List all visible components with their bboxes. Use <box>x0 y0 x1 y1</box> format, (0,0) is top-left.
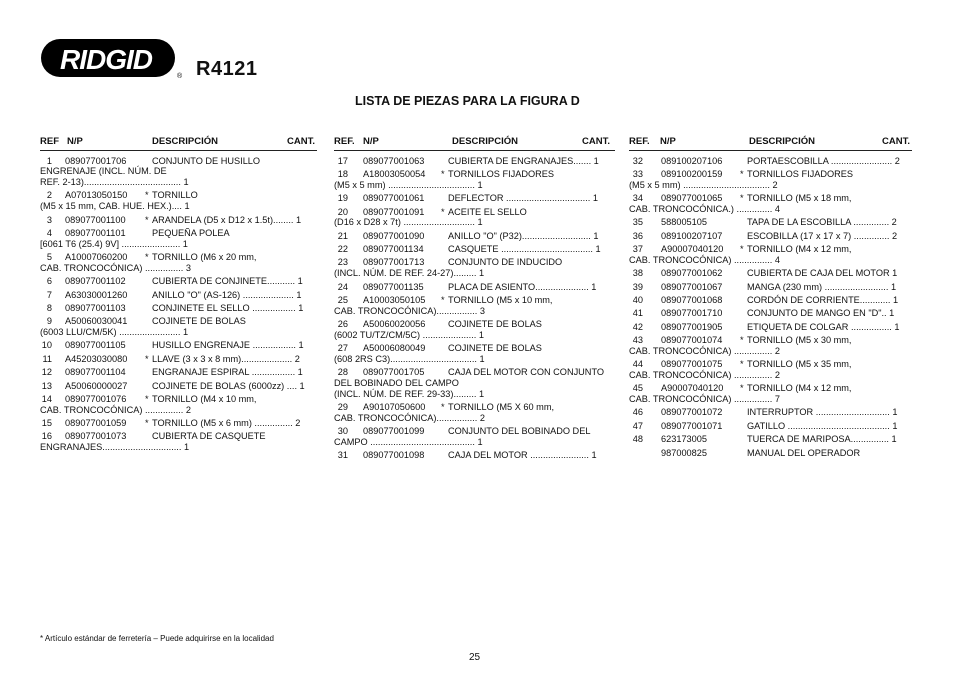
part-description: COJINETE DE BOLAS (6003 LLU/CM/5K) ........................ 1 <box>40 316 246 338</box>
part-row <box>334 319 615 340</box>
part-row <box>334 295 615 316</box>
part-number: 089077001071 <box>661 420 723 431</box>
part-number: 089077001073 <box>65 431 127 442</box>
part-number: A50006080049 <box>363 343 426 354</box>
hardware-marker: * <box>740 335 744 346</box>
part-number: 089077001090 <box>363 230 425 241</box>
part-number: 089077001074 <box>661 335 723 346</box>
header-quantity: CANT. <box>287 136 315 147</box>
header-np: N/P <box>660 136 676 147</box>
part-row <box>40 303 317 314</box>
part-ref: 38 <box>632 268 643 279</box>
part-row <box>629 231 912 242</box>
part-number: A90007040120 <box>661 383 724 394</box>
part-description: TAPA DE LA ESCOBILLA .............. 2 <box>747 217 897 228</box>
column-header <box>629 136 912 151</box>
parts-list <box>629 151 912 458</box>
part-row <box>40 276 317 287</box>
part-ref: 4 <box>46 227 52 238</box>
part-ref: 29 <box>337 402 348 412</box>
part-row <box>40 252 317 273</box>
part-ref: 7 <box>46 289 52 300</box>
part-description: TORNILLO (M4 x 12 mm, CAB. TRONCOCÓNICA) ............... 7 <box>629 383 852 404</box>
part-ref: 20 <box>337 206 348 217</box>
part-ref: 28 <box>337 367 348 378</box>
part-description: TORNILLO (M4 x 12 mm, CAB. TRONCOCÓNICA) ............... 4 <box>629 244 852 265</box>
part-description: ARANDELA (D5 x D12 x 1.5t)........ 1 <box>152 214 302 225</box>
part-row <box>629 434 912 445</box>
column-header <box>334 136 615 151</box>
header-ref: REF. <box>334 136 355 147</box>
part-description: ACEITE EL SELLO (D16 x D28 x 7t) ............................ 1 <box>334 206 527 228</box>
part-ref: 27 <box>337 343 348 354</box>
part-number: A50060000027 <box>65 380 128 391</box>
hardware-marker: * <box>740 193 744 204</box>
part-row <box>629 282 912 293</box>
part-description: LLAVE (3 x 3 x 8 mm).................... 2 <box>152 353 300 364</box>
part-ref: 47 <box>632 420 643 431</box>
part-number: 089077001713 <box>363 257 425 268</box>
part-ref: 1 <box>46 155 52 166</box>
hardware-marker: * <box>740 169 744 180</box>
part-row <box>40 316 317 337</box>
part-row <box>629 193 912 214</box>
part-number: 089077001100 <box>65 214 126 225</box>
part-row <box>334 282 615 293</box>
part-ref: 41 <box>632 308 643 319</box>
part-description: CUBIERTA DE CASQUETE ENGRANAJES............................... 1 <box>40 431 266 453</box>
part-ref: 18 <box>337 169 348 180</box>
part-description: DEFLECTOR ................................. 1 <box>448 193 598 204</box>
part-description: ANILLO "O" (AS-126) .................... 1 <box>152 289 302 300</box>
part-row <box>40 290 317 301</box>
part-ref: 24 <box>337 281 348 292</box>
part-ref: 34 <box>632 193 643 204</box>
hardware-marker: * <box>441 402 445 412</box>
part-row <box>334 193 615 204</box>
part-number: 089077001063 <box>363 155 425 166</box>
part-number: 089077001062 <box>661 268 723 279</box>
part-number: 089077001098 <box>363 450 425 461</box>
part-number: 089077001103 <box>65 302 126 313</box>
part-number: 089100207107 <box>661 230 723 241</box>
hardware-marker: * <box>740 383 744 394</box>
part-row <box>40 394 317 415</box>
part-description: TORNILLO (M6 x 20 mm, CAB. TRONCOCÓNICA) ............... 3 <box>40 252 257 273</box>
part-number: 089077001104 <box>65 367 126 378</box>
part-ref: 6 <box>46 276 52 287</box>
part-row <box>40 228 317 249</box>
header-np: N/P <box>67 136 83 147</box>
part-ref: 16 <box>41 431 52 442</box>
hardware-marker: * <box>145 252 149 263</box>
part-ref: 23 <box>337 257 348 268</box>
part-row <box>334 426 615 447</box>
part-row <box>629 383 912 404</box>
part-ref: 10 <box>41 340 52 351</box>
svg-text:RIDGID: RIDGID <box>60 44 152 75</box>
part-description: TORNILLO (M5 x 6 mm) ............... 2 <box>152 418 301 429</box>
hardware-marker: * <box>441 294 445 305</box>
part-row <box>629 335 912 356</box>
part-description: CONJUNTO DEL BOBINADO DEL CAMPO ......................................... 1 <box>334 426 591 447</box>
part-ref: 40 <box>632 294 643 305</box>
part-number: 987000825 <box>661 447 707 458</box>
part-ref: 46 <box>632 407 643 418</box>
hardware-marker: * <box>145 190 149 201</box>
part-ref: 21 <box>337 230 348 241</box>
part-row <box>334 244 615 255</box>
part-number: 089077001076 <box>65 393 127 404</box>
part-number: A45203030080 <box>65 353 128 364</box>
part-row <box>40 156 317 188</box>
hardware-marker: * <box>145 353 149 364</box>
part-description: ETIQUETA DE COLGAR ................ 1 <box>747 321 900 332</box>
part-description: TORNILLO (M5 x 35 mm, CAB. TRONCOCÓNICA) ............... 2 <box>629 359 852 380</box>
part-description: CUBIERTA DE ENGRANAJES....... 1 <box>448 155 599 166</box>
part-ref: 42 <box>632 321 643 332</box>
part-ref: 31 <box>337 450 348 461</box>
hardware-marker: * <box>441 206 445 217</box>
part-description: TORNILLO (M5 x 10 mm, CAB. TRONCOCÓNICA)................ 3 <box>334 294 553 316</box>
part-row <box>334 156 615 167</box>
part-description: COJINETE DE BOLAS (608 2RS C3).................................. 1 <box>334 343 542 364</box>
part-row <box>629 268 912 279</box>
part-description: TUERCA DE MARIPOSA............... 1 <box>747 434 897 445</box>
part-ref: 2 <box>46 190 52 201</box>
part-row <box>629 308 912 319</box>
hardware-marker: * <box>145 393 149 404</box>
hardware-marker: * <box>740 244 744 255</box>
hardware-marker: * <box>145 418 149 429</box>
page-number: 25 <box>469 652 481 663</box>
part-ref: 33 <box>632 169 643 180</box>
parts-column-2 <box>334 136 615 461</box>
part-row <box>629 217 912 228</box>
part-ref: 48 <box>632 434 643 445</box>
part-description: CONJINETE EL SELLO ................. 1 <box>152 302 304 313</box>
part-description: TORNILLO (M5 x 18 mm, CAB. TRONCOCÓNICA.) .............. 4 <box>629 193 852 214</box>
header-description: DESCRIPCIÓN <box>452 136 518 147</box>
part-row <box>40 431 317 452</box>
hardware-marker: * <box>441 169 445 180</box>
part-number: 089077001059 <box>65 418 127 429</box>
model-number: R4121 <box>196 58 258 80</box>
part-number: 089077001710 <box>661 308 723 319</box>
part-ref: 25 <box>337 294 348 305</box>
hardware-marker: * <box>740 359 744 370</box>
part-ref: 26 <box>337 319 348 330</box>
footnote: * Artículo estándar de ferretería – Puede adquirirse en la localidad <box>40 634 274 643</box>
part-row <box>334 169 615 190</box>
part-ref: 9 <box>46 316 52 327</box>
header-ref: REF. <box>629 136 650 147</box>
part-ref: 32 <box>632 155 643 166</box>
parts-list <box>40 151 317 453</box>
part-description: CAJA DEL MOTOR ....................... 1 <box>448 450 597 461</box>
part-row <box>334 343 615 364</box>
svg-text:®: ® <box>177 73 183 80</box>
part-description: TORNILLO (M5 x 30 mm, CAB. TRONCOCÓNICA) ............... 2 <box>629 335 852 356</box>
part-number: 089077001706 <box>65 155 127 166</box>
part-row <box>40 367 317 378</box>
part-ref: 45 <box>632 383 643 394</box>
part-number: 089077001134 <box>363 244 424 255</box>
part-description: CAJA DEL MOTOR CON CONJUNTO DEL BOBINADO DEL CAMPO (INCL. NÚM. DE REF. 29-33)......... 1 <box>334 367 605 399</box>
part-row <box>40 340 317 351</box>
part-ref: 3 <box>46 214 52 225</box>
parts-list <box>334 151 615 461</box>
part-description: HUSILLO ENGRENAJE ................. 1 <box>152 340 304 351</box>
part-ref: 19 <box>337 193 348 204</box>
part-description: CONJUNTO DE HUSILLO ENGRENAJE (INCL. NÚM. DE REF. 2-13)...................................... 1 <box>40 155 261 188</box>
header-description: DESCRIPCIÓN <box>152 136 218 147</box>
part-ref: 15 <box>41 418 52 429</box>
part-ref: 22 <box>337 244 348 255</box>
part-description: CUBIERTA DE CONJINETE........... 1 <box>152 276 303 287</box>
part-ref: 11 <box>42 353 52 364</box>
part-number: A90107050600 <box>363 402 426 412</box>
part-description: PLACA DE ASIENTO..................... 1 <box>448 281 597 292</box>
part-number: 089077001101 <box>65 227 126 238</box>
header-quantity: CANT. <box>582 136 610 147</box>
parts-column-3 <box>629 136 912 458</box>
part-number: 588005105 <box>661 217 707 228</box>
part-number: 089077001102 <box>65 276 126 287</box>
part-ref: 8 <box>46 302 52 313</box>
column-header <box>40 136 317 151</box>
part-description: INTERRUPTOR ............................. 1 <box>747 407 898 418</box>
part-number: A18003050054 <box>363 169 426 180</box>
part-description: CUBIERTA DE CAJA DEL MOTOR 1 <box>747 268 898 279</box>
part-description: PEQUEÑA POLEA [6061 T6 (25.4) 9V] ....................... 1 <box>40 227 230 249</box>
part-row <box>334 257 615 278</box>
part-number: A10007060200 <box>65 252 128 263</box>
part-number: 089100200159 <box>661 169 723 180</box>
part-row <box>629 169 912 190</box>
part-number: A90007040120 <box>661 244 724 255</box>
header-description: DESCRIPCIÓN <box>749 136 815 147</box>
part-ref: 39 <box>632 281 643 292</box>
part-number: A63030001260 <box>65 289 128 300</box>
part-description: CASQUETE .................................... 1 <box>448 244 601 255</box>
part-ref: 35 <box>632 217 643 228</box>
part-ref: 13 <box>41 380 52 391</box>
part-row <box>629 156 912 167</box>
part-number: 089077001072 <box>661 407 723 418</box>
part-description: COJINETE DE BOLAS (6002 TU/TZ/CM/5C) ..................... 1 <box>334 319 542 340</box>
part-description: CORDÓN DE CORRIENTE............ 1 <box>747 294 899 305</box>
part-description: TORNILLOS FIJADORES (M5 x 5 mm) .................................. 1 <box>334 169 555 190</box>
part-ref: 37 <box>632 244 643 255</box>
part-description: PORTAESCOBILLA ........................ 2 <box>747 155 900 166</box>
part-ref: 14 <box>41 393 52 404</box>
part-row <box>629 359 912 380</box>
part-ref: 44 <box>632 359 643 370</box>
part-row <box>40 381 317 392</box>
part-number: 089077001705 <box>363 367 425 378</box>
part-description: TORNILLOS FIJADORES (M5 x 5 mm) .................................. 2 <box>629 169 854 190</box>
part-row <box>40 190 317 211</box>
part-row <box>40 215 317 226</box>
part-description: COJINETE DE BOLAS (6000zz) .... 1 <box>152 380 305 391</box>
part-description: ANILLO "O" (P32)........................... 1 <box>448 230 599 241</box>
part-row <box>629 322 912 333</box>
part-description: GATILLO ........................................ 1 <box>747 420 898 431</box>
part-description: TORNILLO (M5 X 60 mm, CAB. TRONCOCÓNICA)................ 2 <box>334 402 555 423</box>
part-number: 089077001091 <box>363 206 425 217</box>
part-number: A07013050150 <box>65 190 128 201</box>
part-number: 089077001105 <box>65 340 126 351</box>
part-number: A10003050105 <box>363 294 426 305</box>
part-description: TORNILLO (M4 x 10 mm, CAB. TRONCOCÓNICA) ............... 2 <box>40 393 257 415</box>
part-ref: 36 <box>632 230 643 241</box>
part-row <box>334 402 615 423</box>
part-row <box>629 244 912 265</box>
part-description: CONJUNTO DE INDUCIDO (INCL. NÚM. DE REF. 24-27)......... 1 <box>334 257 563 279</box>
part-number: 089077001099 <box>363 426 425 437</box>
part-row <box>629 295 912 306</box>
part-number: 089077001065 <box>661 193 723 204</box>
part-description: CONJUNTO DE MANGO EN "D".. 1 <box>747 308 895 319</box>
hardware-marker: * <box>145 214 149 225</box>
part-number: 089077001905 <box>661 321 723 332</box>
part-row <box>40 354 317 365</box>
part-number: 089077001061 <box>363 193 425 204</box>
part-row <box>629 448 912 459</box>
ridgid-logo <box>40 38 183 80</box>
part-number: A50060030041 <box>65 316 128 327</box>
part-row <box>334 450 615 461</box>
part-number: 089077001068 <box>661 294 723 305</box>
part-row <box>629 407 912 418</box>
part-description: ENGRANAJE ESPIRAL ................. 1 <box>152 367 303 378</box>
part-ref: 5 <box>46 252 52 263</box>
part-number: 089100207106 <box>661 155 723 166</box>
header-quantity: CANT. <box>882 136 910 147</box>
part-row <box>334 367 615 399</box>
part-number: 089077001135 <box>363 281 424 292</box>
parts-column-1 <box>40 136 317 453</box>
part-ref: 43 <box>632 335 643 346</box>
part-ref: 30 <box>337 426 348 437</box>
part-description: TORNILLO (M5 x 15 mm, CAB. HUE. HEX.).... 1 <box>40 190 198 212</box>
header-ref: REF <box>40 136 59 147</box>
part-description: MANUAL DEL OPERADOR <box>747 447 861 458</box>
part-number: 089077001067 <box>661 281 723 292</box>
part-row <box>629 421 912 432</box>
page-title: LISTA DE PIEZAS PARA LA FIGURA D <box>355 94 580 108</box>
part-description: ESCOBILLA (17 x 17 x 7) .............. 2 <box>747 230 898 241</box>
part-description: MANGA (230 mm) ......................... 1 <box>747 281 897 292</box>
part-row <box>334 207 615 228</box>
part-row <box>40 418 317 429</box>
part-ref: 12 <box>41 367 52 378</box>
part-number: 623173005 <box>661 434 707 445</box>
part-ref: 17 <box>337 155 348 166</box>
header-np: N/P <box>363 136 379 147</box>
part-number: A50060020056 <box>363 319 426 330</box>
part-number: 089077001075 <box>661 359 723 370</box>
part-row <box>334 231 615 242</box>
